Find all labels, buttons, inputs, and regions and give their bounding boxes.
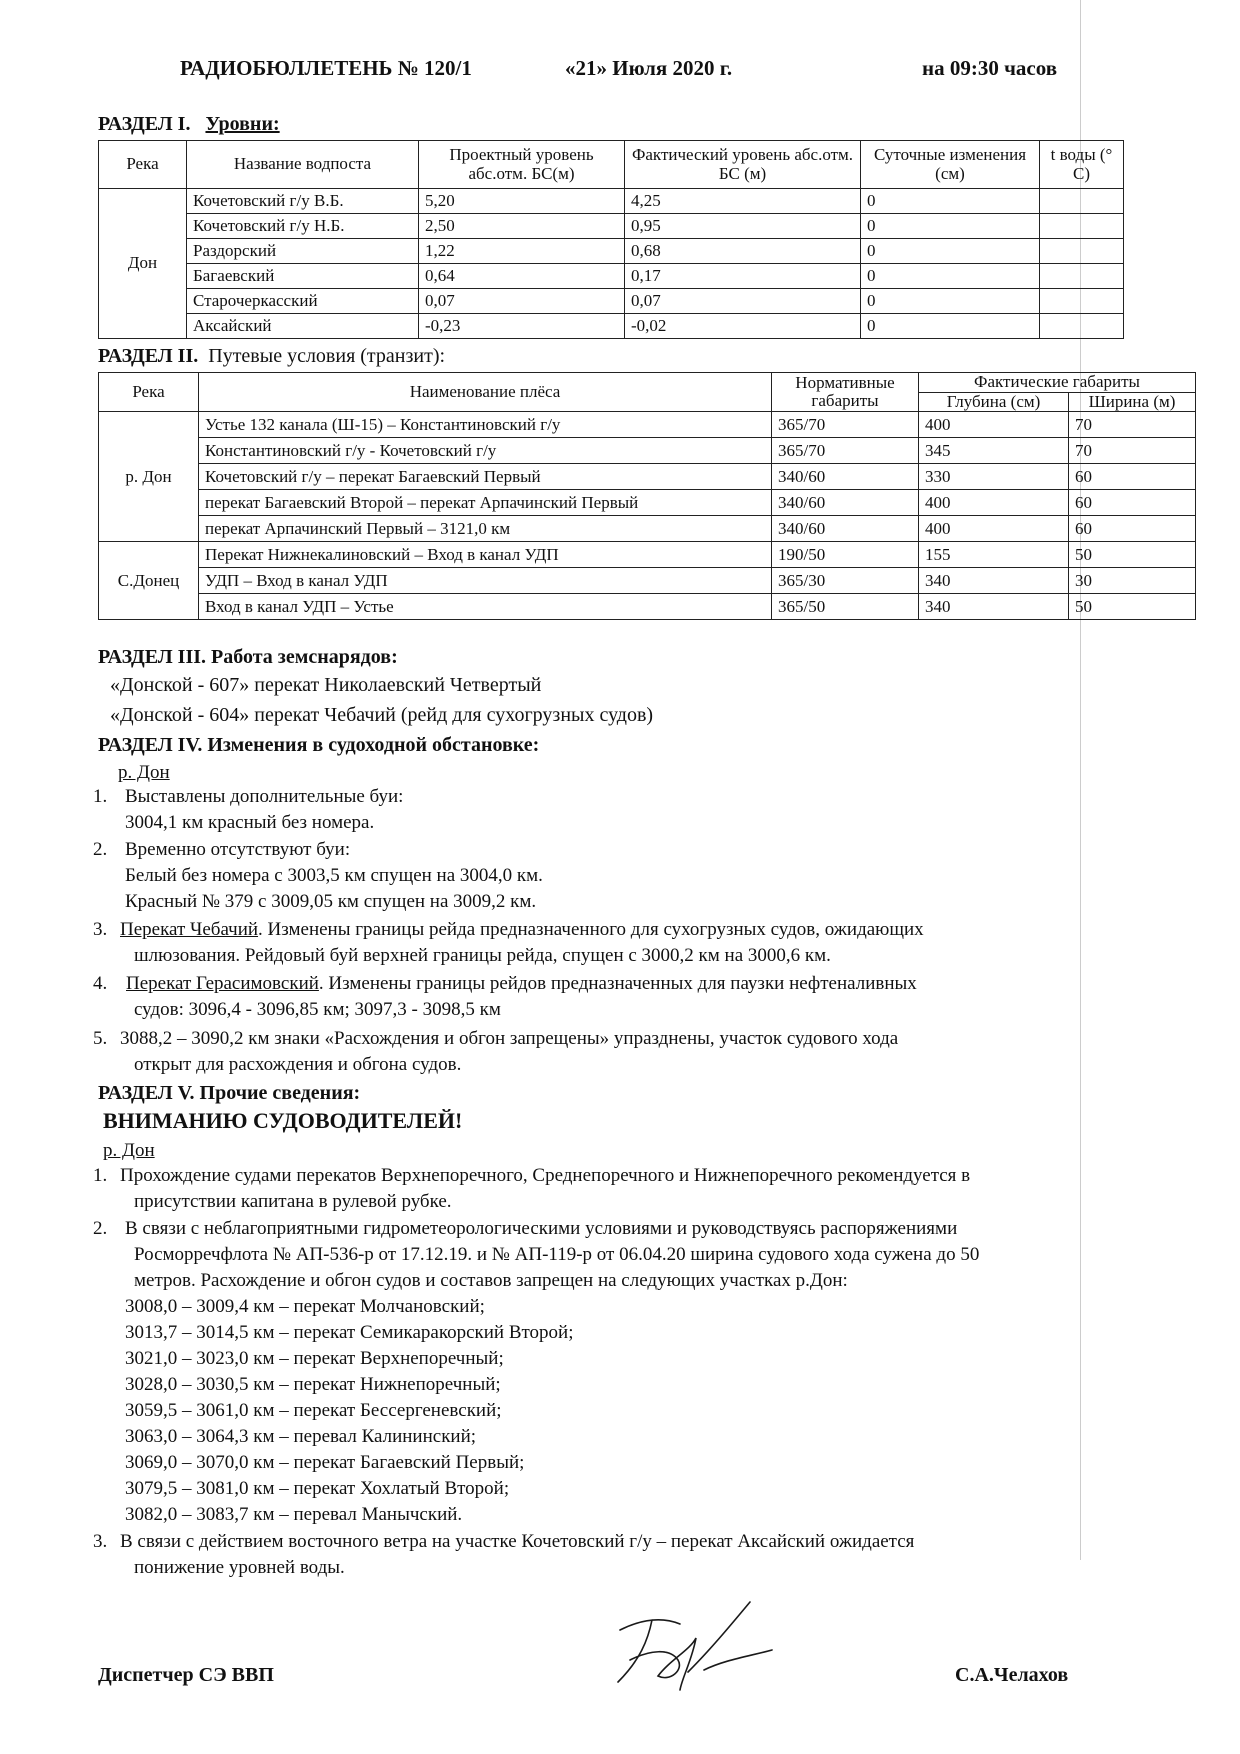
range-item: 3063,0 – 3064,3 км – перевал Калининский; (125, 1426, 477, 1447)
daily-change: 0 (861, 239, 1040, 264)
station-name: Кочетовский г/у Н.Б. (187, 214, 419, 239)
station-name: Старочеркасский (187, 289, 419, 314)
norm-size: 365/70 (772, 438, 919, 464)
shoal-name: Перекат Чебачий (120, 919, 259, 940)
col-width: Ширина (м) (1069, 392, 1196, 412)
daily-change: 0 (861, 289, 1040, 314)
table-row (99, 594, 1196, 620)
item-number: 1. (93, 1165, 108, 1186)
item-text: понижение уровней воды. (134, 1557, 345, 1578)
norm-size: 340/60 (772, 464, 919, 490)
dredger-line: «Донской - 607» перекат Николаевский Четвертый (110, 674, 542, 696)
table-row (99, 412, 1196, 438)
station-name: Кочетовский г/у В.Б. (187, 189, 419, 214)
fact-depth: 330 (919, 464, 1069, 490)
norm-size: 365/30 (772, 568, 919, 594)
item-text-part: . Изменены границы рейда предназначенного для сухогрузных судов, ожидающих (258, 919, 924, 940)
section2-subtitle: Путевые условия (транзит): (208, 345, 446, 367)
col-stretch: Наименование плёса (199, 373, 772, 412)
item-text: судов: 3096,4 - 3096,85 км; 3097,3 - 3098,5 км (134, 999, 501, 1020)
norm-size: 365/50 (772, 594, 919, 620)
table-row (99, 239, 1124, 264)
levels-table (98, 140, 1124, 339)
norm-size: 340/60 (772, 516, 919, 542)
item-text: Временно отсутствуют буи: (125, 839, 351, 860)
item-text: Выставлены дополнительные буи: (125, 786, 404, 807)
item-number: 3. (93, 1531, 108, 1552)
item-text: Росморречфлота № АП-536-р от 17.12.19. и № АП-119-р от 06.04.20 ширина судового хода сужена до 50 (134, 1244, 980, 1265)
item-text: 3088,2 – 3090,2 км знаки «Расхождения и обгон запрещены» упразднены, участок судового хода (120, 1028, 899, 1049)
range-item: 3028,0 – 3030,5 км – перекат Нижнепоречный; (125, 1374, 501, 1395)
col-fact: Фактические габариты (919, 373, 1196, 393)
section3-title: РАЗДЕЛ III. Работа земснарядов: (98, 646, 398, 668)
dispatcher-title: Диспетчер СЭ ВВП (98, 1664, 274, 1686)
dispatcher-name: С.А.Челахов (955, 1664, 1069, 1686)
project-level: 5,20 (419, 189, 625, 214)
section1-subtitle: Уровни: (205, 113, 280, 135)
range-item: 3008,0 – 3009,4 км – перекат Молчановский; (125, 1296, 485, 1317)
section1-title: РАЗДЕЛ I. (98, 113, 191, 135)
item-text (126, 971, 917, 996)
project-level: 2,50 (419, 214, 625, 239)
project-level: 0,64 (419, 264, 625, 289)
section2-title: РАЗДЕЛ II. (98, 345, 199, 367)
table-row (99, 568, 1196, 594)
item-text: Красный № 379 с 3009,05 км спущен на 3009,2 км. (125, 891, 537, 912)
col-station: Название водпоста (187, 141, 419, 189)
fact-width: 50 (1069, 594, 1196, 620)
project-level: -0,23 (419, 314, 625, 339)
table-row (99, 264, 1124, 289)
station-name: Багаевский (187, 264, 419, 289)
attention-heading: ВНИМАНИЮ СУДОВОДИТЕЛЕЙ! (103, 1108, 463, 1133)
route-table (98, 372, 1196, 620)
fact-depth: 400 (919, 490, 1069, 516)
table-row (99, 289, 1124, 314)
section5-title: РАЗДЕЛ V. Прочие сведения: (98, 1082, 361, 1104)
fact-depth: 400 (919, 412, 1069, 438)
stretch-name: Перекат Нижнекалиновский – Вход в канал УДП (199, 542, 772, 568)
col-water-temp: t воды (° С) (1040, 141, 1124, 189)
daily-change: 0 (861, 314, 1040, 339)
project-level: 0,07 (419, 289, 625, 314)
bulletin-title: РАДИОБЮЛЛЕТЕНЬ № 120/1 (180, 56, 472, 80)
item-number: 3. (93, 919, 108, 940)
item-text: В связи с действием восточного ветра на участке Кочетовский г/у – перекат Аксайский ожидается (120, 1531, 915, 1552)
stretch-name: Вход в канал УДП – Устье (199, 594, 772, 620)
fact-width: 60 (1069, 464, 1196, 490)
range-item: 3013,7 – 3014,5 км – перекат Семикаракорский Второй; (125, 1322, 574, 1343)
range-item: 3021,0 – 3023,0 км – перекат Верхнепоречный; (125, 1348, 504, 1369)
station-name: Раздорский (187, 239, 419, 264)
fact-width: 60 (1069, 516, 1196, 542)
river-cell: р. Дон (99, 412, 199, 542)
stretch-name: перекат Арпачинский Первый – 3121,0 км (199, 516, 772, 542)
item-text: присутствии капитана в рулевой рубке. (134, 1191, 452, 1212)
water-temp (1040, 289, 1124, 314)
daily-change: 0 (861, 189, 1040, 214)
item-text (120, 917, 924, 942)
bulletin-date: «21» Июля 2020 г. (565, 56, 733, 80)
item-number: 5. (93, 1028, 108, 1049)
water-temp (1040, 189, 1124, 214)
table-row (99, 464, 1196, 490)
section5-river: р. Дон (103, 1140, 155, 1161)
fact-width: 70 (1069, 438, 1196, 464)
norm-size: 340/60 (772, 490, 919, 516)
project-level: 1,22 (419, 239, 625, 264)
col-river: Река (99, 141, 187, 189)
daily-change: 0 (861, 214, 1040, 239)
range-item: 3082,0 – 3083,7 км – перевал Манычский. (125, 1504, 463, 1525)
table-row (99, 542, 1196, 568)
item-text: 3004,1 км красный без номера. (125, 812, 375, 833)
col-fact-level: Фактический уровень абс.отм. БС (м) (625, 141, 861, 189)
item-text-part: . Изменены границы рейдов предназначенных для паузки нефтеналивных (318, 973, 917, 994)
fact-depth: 340 (919, 568, 1069, 594)
fact-level: 0,17 (625, 264, 861, 289)
river-cell: Дон (99, 189, 187, 339)
item-text: открыт для расхождения и обгона судов. (134, 1054, 462, 1075)
table-row (99, 516, 1196, 542)
water-temp (1040, 264, 1124, 289)
fact-level: 0,68 (625, 239, 861, 264)
fact-width: 60 (1069, 490, 1196, 516)
col-depth: Глубина (см) (919, 392, 1069, 412)
table-row (99, 314, 1124, 339)
table-row (99, 490, 1196, 516)
item-number: 2. (93, 839, 108, 860)
stretch-name: Устье 132 канала (Ш-15) – Константиновский г/у (199, 412, 772, 438)
norm-size: 365/70 (772, 412, 919, 438)
fact-level: 0,95 (625, 214, 861, 239)
stretch-name: Константиновский г/у - Кочетовский г/у (199, 438, 772, 464)
section2-heading (98, 345, 445, 368)
fact-depth: 400 (919, 516, 1069, 542)
range-item: 3069,0 – 3070,0 км – перекат Багаевский Первый; (125, 1452, 525, 1473)
table-row (99, 438, 1196, 464)
stretch-name: перекат Багаевский Второй – перекат Арпачинский Первый (199, 490, 772, 516)
col-norm: Нормативные габариты (772, 373, 919, 412)
col-daily-change: Суточные изменения (см) (861, 141, 1040, 189)
item-text: Белый без номера с 3003,5 км спущен на 3004,0 км. (125, 865, 543, 886)
fact-level: -0,02 (625, 314, 861, 339)
item-number: 1. (93, 786, 108, 807)
item-text: Прохождение судами перекатов Верхнепоречного, Среднепоречного и Нижнепоречного рекомендуется в (120, 1165, 971, 1186)
range-item: 3059,5 – 3061,0 км – перекат Бессергеневский; (125, 1400, 502, 1421)
stretch-name: УДП – Вход в канал УДП (199, 568, 772, 594)
item-text: метров. Расхождение и обгон судов и составов запрещен на следующих участках р.Дон: (134, 1270, 848, 1291)
col-project-level: Проектный уровень абс.отм. БС(м) (419, 141, 625, 189)
dredger-line: «Донской - 604» перекат Чебачий (рейд для сухогрузных судов) (110, 704, 654, 726)
fact-width: 70 (1069, 412, 1196, 438)
fact-width: 50 (1069, 542, 1196, 568)
item-text: В связи с неблагоприятными гидрометеорологическими условиями и руководствуясь распоряжениями (125, 1218, 958, 1239)
bulletin-time: на 09:30 часов (922, 56, 1058, 80)
section1-heading (98, 113, 280, 136)
fact-level: 0,07 (625, 289, 861, 314)
item-text: шлюзования. Рейдовый буй верхней границы рейда, спущен с 3000,2 км на 3000,6 км. (134, 945, 831, 966)
water-temp (1040, 239, 1124, 264)
section4-title: РАЗДЕЛ IV. Изменения в судоходной обстановке: (98, 734, 540, 756)
fact-depth: 155 (919, 542, 1069, 568)
station-name: Аксайский (187, 314, 419, 339)
range-item: 3079,5 – 3081,0 км – перекат Хохлатый Второй; (125, 1478, 510, 1499)
col-river: Река (99, 373, 199, 412)
fact-depth: 340 (919, 594, 1069, 620)
stretch-name: Кочетовский г/у – перекат Багаевский Первый (199, 464, 772, 490)
water-temp (1040, 314, 1124, 339)
signature (600, 1590, 790, 1700)
fact-depth: 345 (919, 438, 1069, 464)
shoal-name: Перекат Герасимовский (126, 973, 319, 994)
fact-width: 30 (1069, 568, 1196, 594)
river-cell: С.Донец (99, 542, 199, 620)
item-number: 2. (93, 1218, 108, 1239)
table-row (99, 189, 1124, 214)
water-temp (1040, 214, 1124, 239)
fact-level: 4,25 (625, 189, 861, 214)
section4-river: р. Дон (118, 762, 170, 783)
item-number: 4. (93, 973, 108, 994)
daily-change: 0 (861, 264, 1040, 289)
table-row (99, 214, 1124, 239)
norm-size: 190/50 (772, 542, 919, 568)
